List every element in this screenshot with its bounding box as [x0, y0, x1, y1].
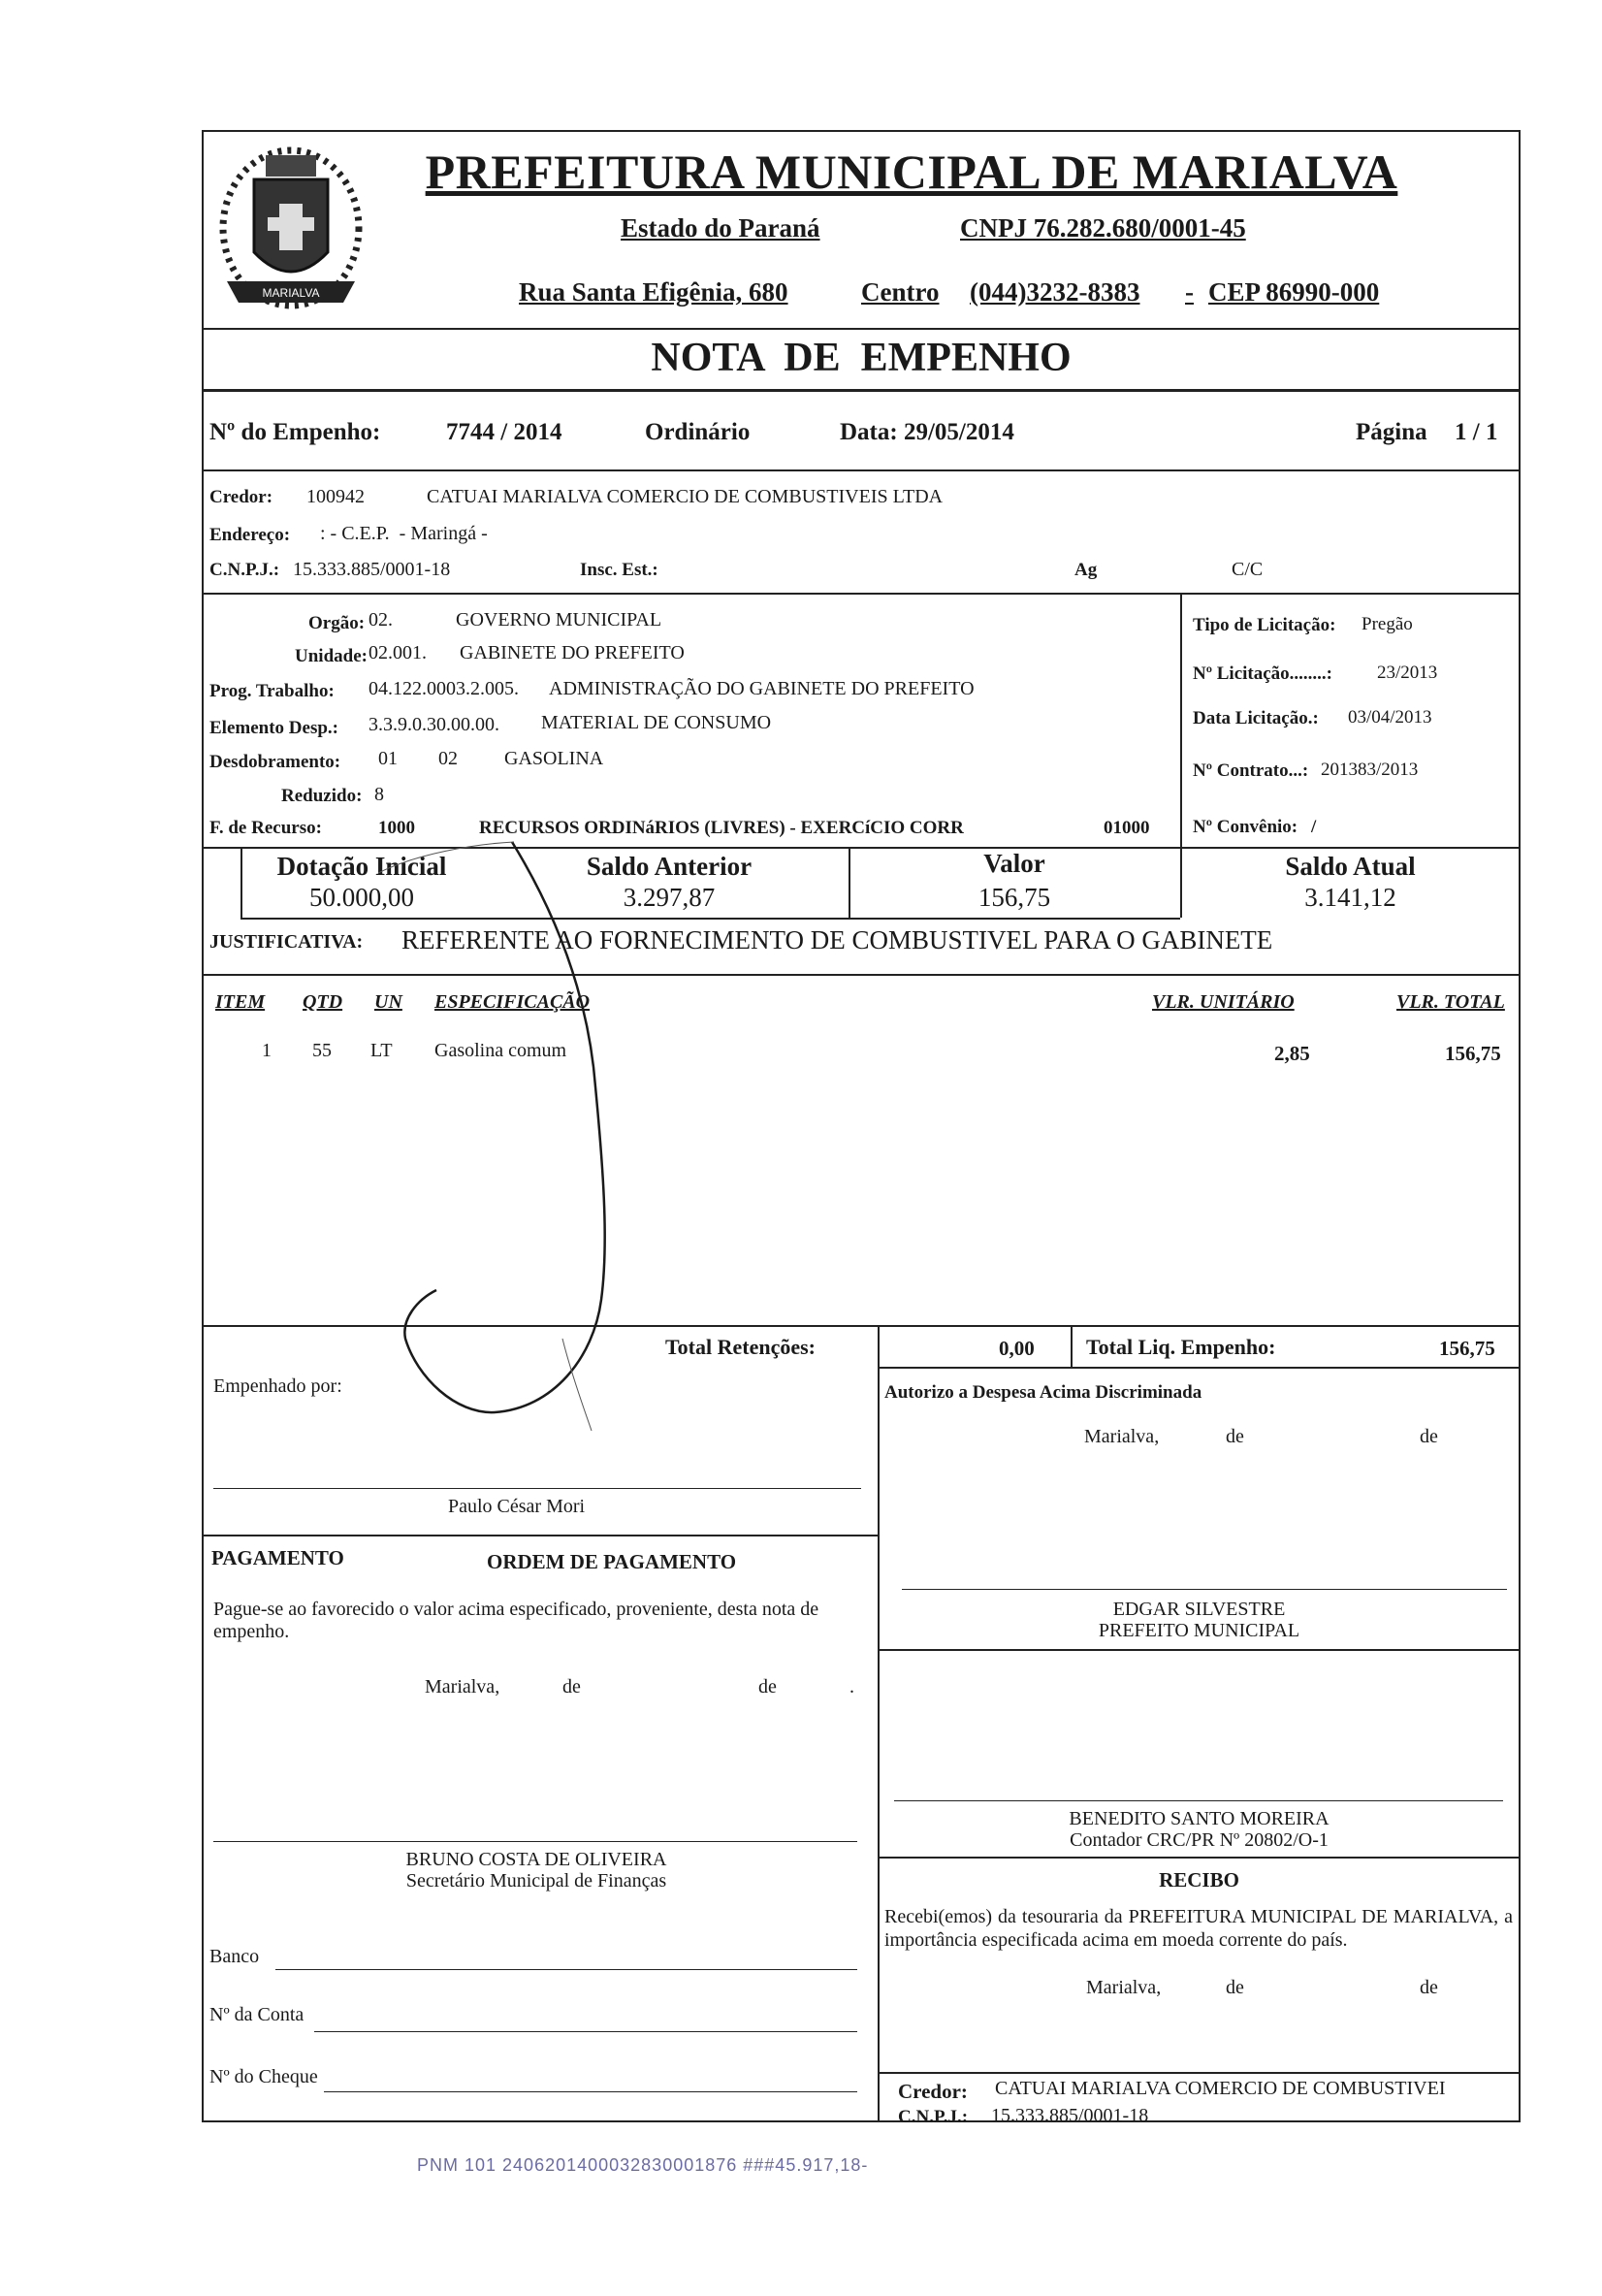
contrato-label: Nº Contrato...: — [1193, 760, 1309, 781]
credor-label: Credor: — [209, 487, 273, 507]
retencoes-label: Total Retenções: — [665, 1335, 816, 1359]
pagamento-city: Marialva, — [425, 1676, 500, 1698]
address-cep: CEP 86990-000 — [1208, 277, 1380, 307]
address-street: Rua Santa Efigênia, 680 — [519, 277, 788, 307]
footer-machine-code: PNM 101 2406201400032830001876 ###45.917,18- — [417, 2155, 869, 2175]
item-number: 1 — [262, 1040, 272, 1061]
empenhado-label: Empenhado por: — [213, 1375, 342, 1397]
unidade-name: GABINETE DO PREFEITO — [460, 642, 685, 663]
prefeito-title: PREFEITO MUNICIPAL — [1098, 1620, 1300, 1641]
fonte-code: 1000 — [378, 818, 415, 838]
credor-code: 100942 — [306, 486, 365, 507]
svg-text:MARIALVA: MARIALVA — [262, 286, 320, 300]
banco-line — [275, 1969, 857, 1970]
empenho-type: Ordinário — [645, 419, 751, 445]
empenho-number: 7744 / 2014 — [446, 419, 562, 445]
pagamento-text: Pague-se ao favorecido o valor acima especificado, proveniente, desta nota de empenho. — [213, 1599, 819, 1642]
page-number: 1 / 1 — [1455, 419, 1498, 445]
num-licitacao-value: 23/2013 — [1377, 663, 1438, 683]
dotacao-value: 50.000,00 — [309, 883, 414, 912]
state-label: Estado do Paraná — [621, 213, 820, 243]
cnpj-creditor-value: 15.333.885/0001-18 — [293, 559, 451, 580]
desdobramento-name: GASOLINA — [504, 748, 604, 769]
contrato-value: 201383/2013 — [1321, 760, 1419, 780]
conta-label: Nº da Conta — [209, 2004, 304, 2025]
prefeito-name: EDGAR SILVESTRE — [1112, 1599, 1286, 1620]
justificativa-text: REFERENTE AO FORNECIMENTO DE COMBUSTIVEL PARA O GABINETE — [401, 925, 1273, 954]
secretario-title: Secretário Municipal de Finanças — [405, 1870, 667, 1892]
recibo-credor-label: Credor: — [898, 2080, 968, 2103]
cnpj-label: CNPJ 76.282.680/0001-45 — [960, 213, 1246, 243]
convenio-value: / — [1311, 817, 1317, 837]
valor-value: 156,75 — [977, 883, 1051, 912]
prefeito-signature-line — [902, 1589, 1507, 1590]
fonte-name: RECURSOS ORDINáRIOS (LIVRES) - EXERCíCIO CORR — [479, 818, 964, 838]
orgao-label: Orgão: — [308, 613, 366, 633]
reduzido-label: Reduzido: — [281, 786, 363, 806]
ordem-pagamento-label: ORDEM DE PAGAMENTO — [487, 1550, 737, 1573]
item-unit-value: 2,85 — [1274, 1042, 1310, 1065]
page-label: Página — [1356, 419, 1427, 445]
empenho-date: Data: 29/05/2014 — [840, 419, 1014, 445]
prog-code: 04.122.0003.2.005. — [368, 678, 519, 699]
recibo-de-1: de — [1226, 1977, 1244, 1998]
recibo-cnpj-label: C.N.P.J.: — [898, 2107, 969, 2127]
data-licitacao-label: Data Licitação.: — [1193, 708, 1319, 728]
col-especificacao: ESPECIFICAÇÃO — [434, 991, 591, 1013]
elemento-label: Elemento Desp.: — [209, 718, 338, 738]
tipo-licitacao-label: Tipo de Licitação: — [1193, 615, 1336, 635]
col-vlr-unitario: VLR. UNITÁRIO — [1152, 991, 1295, 1013]
empenhado-name: Paulo César Mori — [448, 1496, 586, 1517]
autorizo-de-2: de — [1420, 1426, 1438, 1447]
prog-label: Prog. Trabalho: — [209, 681, 335, 701]
unidade-label: Unidade: — [295, 646, 368, 666]
retencoes-value: 0,00 — [999, 1337, 1035, 1360]
saldo-anterior-label: Saldo Anterior — [586, 852, 753, 881]
recibo-cnpj-value: 15.333.885/0001-18 — [991, 2105, 1149, 2126]
liq-empenho-value: 156,75 — [1439, 1337, 1495, 1360]
cc-label: C/C — [1232, 559, 1264, 580]
reduzido-value: 8 — [374, 784, 384, 805]
tipo-licitacao-value: Pregão — [1362, 614, 1413, 634]
insc-est-label: Insc. Est.: — [580, 560, 658, 580]
desdobramento-a: 01 — [378, 748, 398, 769]
fonte-label: F. de Recurso: — [209, 818, 322, 838]
secretario-signature-line — [213, 1841, 857, 1842]
handwritten-mark — [378, 834, 630, 1436]
address-dash: - — [1185, 277, 1194, 307]
address-value: : - C.E.P. - Maringá - — [320, 523, 488, 544]
recibo-de-2: de — [1420, 1977, 1438, 1998]
saldo-anterior-value: 3.297,87 — [623, 883, 716, 912]
desdobramento-b: 02 — [438, 748, 458, 769]
recibo-city: Marialva, — [1086, 1977, 1162, 1998]
elemento-name: MATERIAL DE CONSUMO — [541, 712, 772, 733]
recibo-title: RECIBO — [1159, 1868, 1239, 1892]
pagamento-de-2: de — [758, 1676, 777, 1698]
autorizo-label: Autorizo a Despesa Acima Discriminada — [884, 1382, 1202, 1403]
pagamento-de-1: de — [562, 1676, 581, 1698]
dotacao-label: Dotação Inicial — [276, 852, 447, 881]
orgao-code: 02. — [368, 609, 393, 631]
pagamento-label: PAGAMENTO — [211, 1546, 344, 1569]
municipal-crest — [208, 136, 374, 335]
document-title: NOTA DE EMPENHO — [651, 336, 1072, 380]
contador-signature-line — [894, 1800, 1503, 1801]
recibo-text: Recebi(emos) da tesouraria da PREFEITURA MUNICIPAL DE MARIALVA, a importância especificada acima em moeda corrente do país. — [884, 1906, 1513, 1951]
page-title: PREFEITURA MUNICIPAL DE MARIALVA — [425, 145, 1398, 199]
contador-name: BENEDITO SANTO MOREIRA — [1069, 1808, 1330, 1829]
ag-label: Ag — [1074, 560, 1098, 580]
secretario-name: BRUNO COSTA DE OLIVEIRA — [405, 1849, 667, 1870]
contador-title: Contador CRC/PR Nº 20802/O-1 — [1070, 1829, 1329, 1851]
pagamento-dot: . — [849, 1676, 854, 1698]
orgao-name: GOVERNO MUNICIPAL — [456, 609, 662, 631]
col-qtd: QTD — [303, 991, 343, 1013]
empenhado-signature-line — [213, 1488, 861, 1489]
valor-label: Valor — [983, 849, 1045, 878]
col-item: ITEM — [215, 991, 266, 1013]
autorizo-city: Marialva, — [1084, 1426, 1160, 1447]
item-qtd: 55 — [312, 1040, 332, 1061]
item-un: LT — [370, 1040, 393, 1061]
justificativa-label: JUSTIFICATIVA: — [209, 931, 364, 953]
banco-label: Banco — [209, 1946, 260, 1967]
address-phone: (044)3232-8383 — [970, 277, 1140, 307]
liq-empenho-label: Total Liq. Empenho: — [1086, 1335, 1276, 1359]
credor-name: CATUAI MARIALVA COMERCIO DE COMBUSTIVEIS LTDA — [427, 486, 944, 507]
col-un: UN — [374, 991, 402, 1013]
convenio-label: Nº Convênio: — [1193, 817, 1298, 837]
address-label: Endereço: — [209, 525, 291, 545]
elemento-code: 3.3.9.0.30.00.00. — [368, 714, 499, 735]
empenho-number-label: Nº do Empenho: — [209, 419, 381, 445]
saldo-atual-label: Saldo Atual — [1285, 852, 1416, 881]
item-spec: Gasolina comum — [434, 1040, 567, 1061]
num-licitacao-label: Nº Licitação........: — [1193, 663, 1332, 684]
recibo-credor-name: CATUAI MARIALVA COMERCIO DE COMBUSTIVEI — [995, 2078, 1446, 2099]
desdobramento-label: Desdobramento: — [209, 752, 341, 772]
cheque-label: Nº do Cheque — [209, 2066, 318, 2087]
saldo-atual-value: 3.141,12 — [1304, 883, 1396, 912]
item-total-value: 156,75 — [1445, 1042, 1501, 1065]
cheque-line — [324, 2091, 857, 2092]
fonte-code2: 01000 — [1104, 818, 1150, 838]
conta-line — [314, 2031, 857, 2032]
address-district: Centro — [861, 277, 940, 307]
autorizo-de-1: de — [1226, 1426, 1244, 1447]
prog-name: ADMINISTRAÇÃO DO GABINETE DO PREFEITO — [549, 678, 975, 699]
col-vlr-total: VLR. TOTAL — [1396, 991, 1505, 1013]
data-licitacao-value: 03/04/2013 — [1348, 707, 1432, 728]
unidade-code: 02.001. — [368, 642, 427, 663]
cnpj-creditor-label: C.N.P.J.: — [209, 560, 280, 580]
